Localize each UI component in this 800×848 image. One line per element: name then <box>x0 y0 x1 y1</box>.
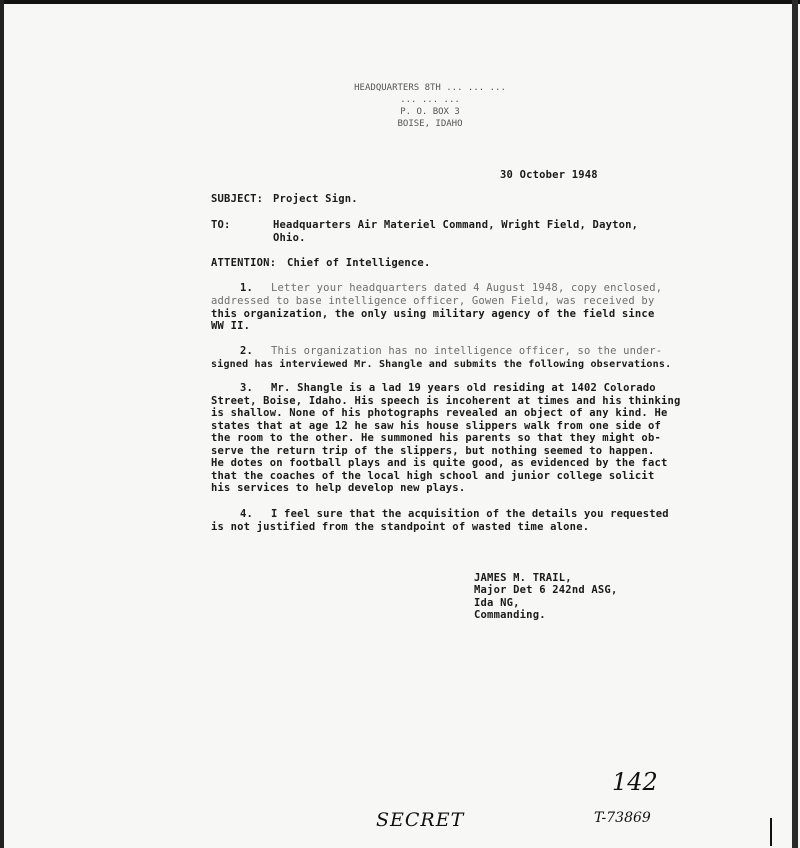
subject-label: SUBJECT: <box>211 193 264 205</box>
letterhead-line-4: BOISE, IDAHO <box>397 119 463 129</box>
letterhead-line-3: P. O. BOX 3 <box>400 107 460 117</box>
paragraph-3-line: Mr. Shangle is a lad 19 years old residing at 1402 Colorado <box>271 382 656 394</box>
letter-date: 30 October 1948 <box>500 169 598 181</box>
paragraph-2-number: 2. <box>240 345 254 357</box>
paragraph-3-line: his services to help develop new plays. <box>211 482 466 494</box>
paragraph-1-line: this organization, the only using military agency of the field since <box>211 308 655 320</box>
paragraph-3-line: that the coaches of the local high school and junior college solicit <box>211 470 655 482</box>
signature-name: JAMES M. TRAIL, <box>474 572 572 584</box>
paragraph-1-line: Letter your headquarters dated 4 August 1948, copy enclosed, <box>271 282 663 294</box>
signature-unit: Ida NG, <box>474 597 520 609</box>
attention-label: ATTENTION: <box>211 257 277 269</box>
letterhead-line-2: ... ... ... <box>400 95 460 105</box>
paragraph-3-number: 3. <box>240 382 254 394</box>
paragraph-1-number: 1. <box>240 282 254 294</box>
handwritten-file-number: T-73869 <box>594 810 651 826</box>
letterhead <box>300 82 560 130</box>
paragraph-2-line: This organization has no intelligence officer, so the under- <box>271 345 663 357</box>
paragraph-4-number: 4. <box>240 508 254 520</box>
paragraph-3-line: is shallow. None of his photographs revealed an object of any kind. He <box>211 407 668 419</box>
handwritten-page-number: 142 <box>612 768 658 796</box>
paragraph-1-line: WW II. <box>211 320 251 332</box>
paragraph-2-line: signed has interviewed Mr. Shangle and submits the following observations. <box>211 359 672 370</box>
letterhead-line-1: HEADQUARTERS 8TH ... ... ... <box>354 83 506 93</box>
to-label: TO: <box>211 219 231 231</box>
paragraph-4-line: I feel sure that the acquisition of the details you requested <box>271 508 669 520</box>
signature-title: Major Det 6 242nd ASG, <box>474 584 618 596</box>
paragraph-3-line: serve the return trip of the slippers, but nothing seemed to happen. <box>211 445 655 457</box>
handwritten-mark <box>770 818 772 846</box>
scan-border-right <box>792 0 798 848</box>
scan-border-left <box>0 0 4 848</box>
signature-role: Commanding. <box>474 609 546 621</box>
paragraph-4-line: is not justified from the standpoint of wasted time alone. <box>211 521 590 533</box>
paragraph-3-line: Street, Boise, Idaho. His speech is incoherent at times and his thinking <box>211 395 681 407</box>
paragraph-3-line: states that at age 12 he saw his house slippers walk from one side of <box>211 420 661 432</box>
to-line-1: Headquarters Air Materiel Command, Wright Field, Dayton, <box>273 219 639 231</box>
to-line-2: Ohio. <box>273 232 306 244</box>
attention-value: Chief of Intelligence. <box>287 257 431 269</box>
paragraph-1-line: addressed to base intelligence officer, Gowen Field, was received by <box>211 295 655 307</box>
paragraph-3-line: the room to the other. He summoned his parents so that they might ob- <box>211 432 661 444</box>
subject-value: Project Sign. <box>273 193 358 205</box>
paragraph-3-line: He dotes on football plays and is quite good, as evidenced by the fact <box>211 457 668 469</box>
scan-border-top <box>0 0 800 4</box>
handwritten-classification: SECRET <box>376 809 465 831</box>
